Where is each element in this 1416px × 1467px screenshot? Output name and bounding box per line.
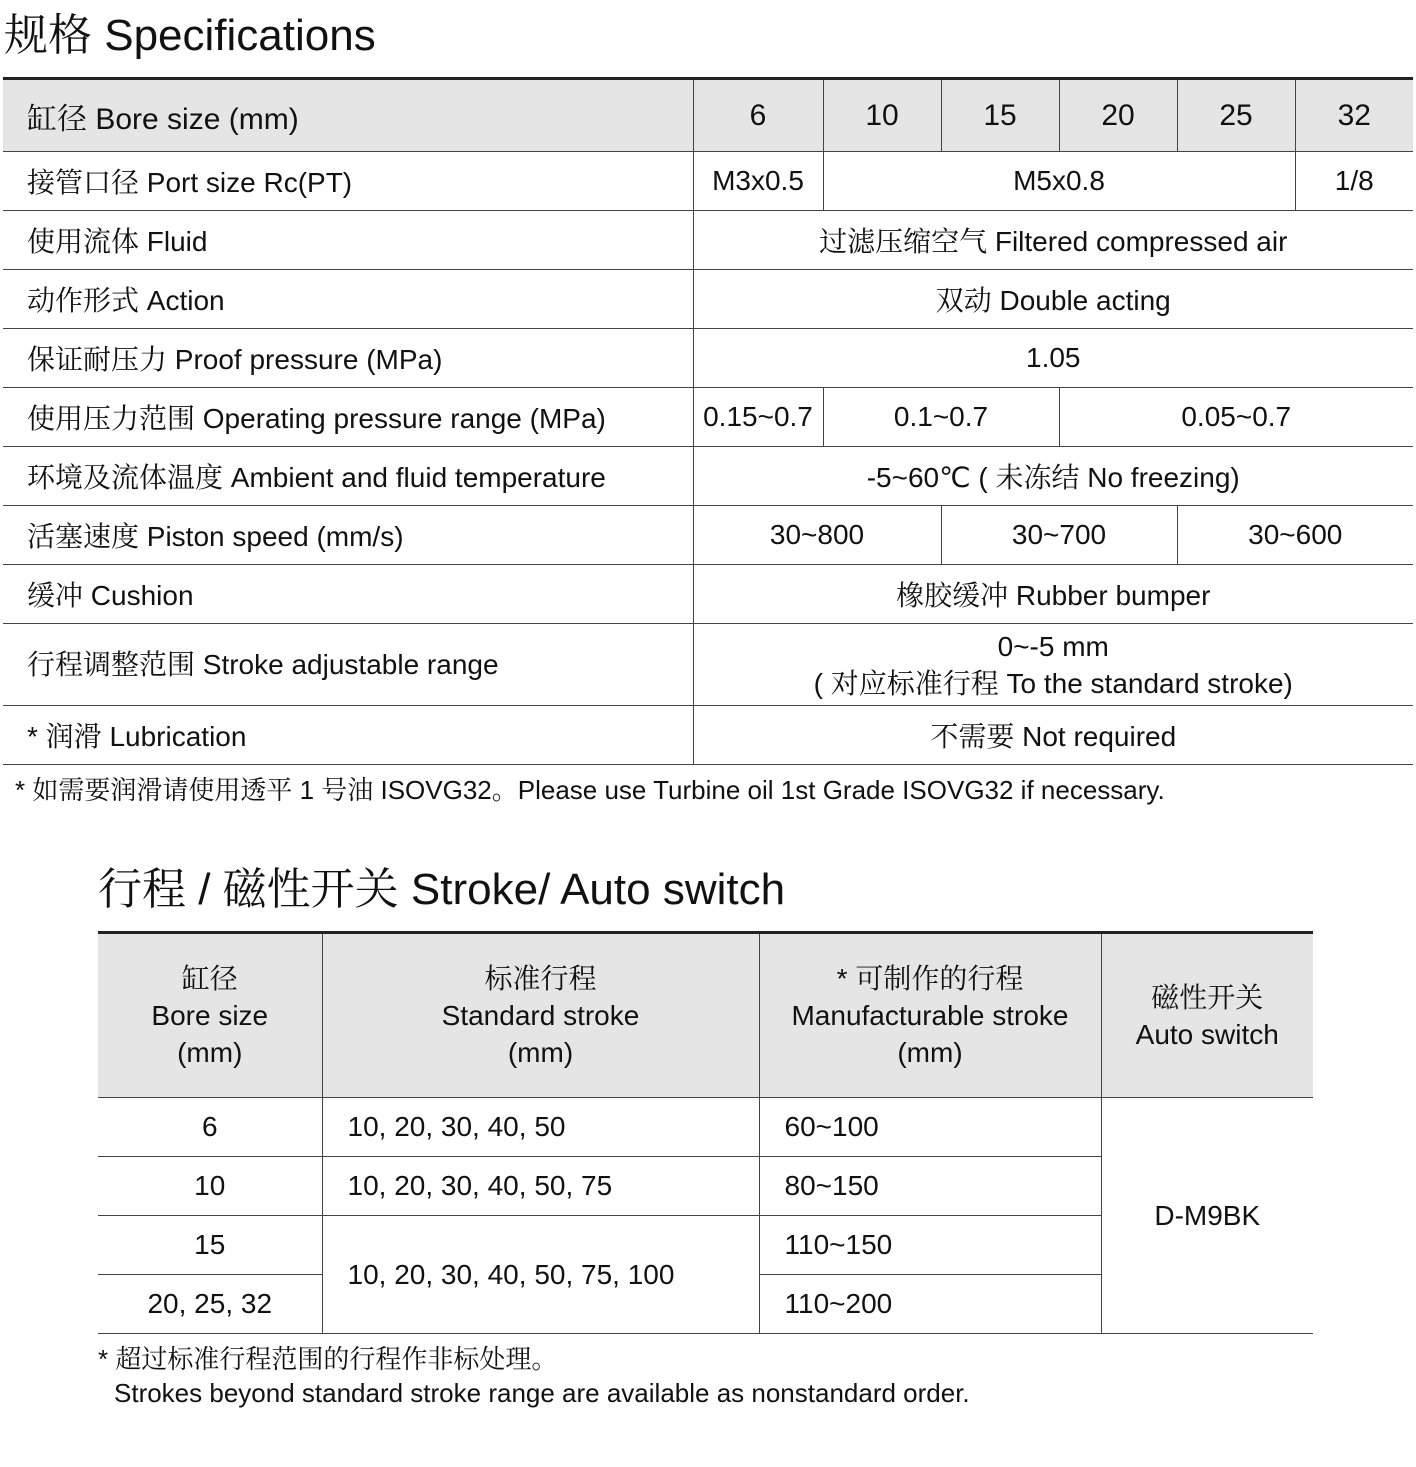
header-standard-stroke	[322, 933, 759, 1098]
manufacturable-cell: 110~200	[759, 1275, 1101, 1334]
header-line: Bore size	[151, 1000, 269, 1031]
row-label: 环境及流体温度 Ambient and fluid temperature	[3, 447, 693, 506]
cell-value: 橡胶缓冲 Rubber bumper	[693, 565, 1413, 624]
row-label: 动作形式 Action	[3, 270, 693, 329]
row-label: 接管口径 Port size Rc(PT)	[3, 152, 693, 211]
row-label: * 润滑 Lubrication	[3, 706, 693, 765]
header-line: 缸径	[181, 963, 238, 994]
action-row	[3, 270, 1413, 329]
operating-pressure-row	[3, 388, 1413, 447]
port-size-row	[3, 152, 1413, 211]
standard-stroke-cell: 10, 20, 30, 40, 50, 75	[322, 1157, 759, 1216]
bore-value: 15	[941, 79, 1059, 152]
row-label: 活塞速度 Piston speed (mm/s)	[3, 506, 693, 565]
cell-value: 0.05~0.7	[1059, 388, 1413, 447]
temperature-row	[3, 447, 1413, 506]
cell-value: 0.1~0.7	[823, 388, 1059, 447]
bore-cell: 6	[98, 1098, 322, 1157]
standard-stroke-cell: 10, 20, 30, 40, 50	[322, 1098, 759, 1157]
bore-value: 6	[693, 79, 823, 152]
header-line: * 可制作的行程	[836, 963, 1024, 994]
row-label: 使用流体 Fluid	[3, 211, 693, 270]
row-label: 行程调整范围 Stroke adjustable range	[3, 624, 693, 706]
stroke-adjustable-row	[3, 624, 1413, 706]
cell-value: 30~700	[941, 506, 1177, 565]
header-auto-switch	[1101, 933, 1313, 1098]
manufacturable-cell: 60~100	[759, 1098, 1101, 1157]
cell-value: 1.05	[693, 329, 1413, 388]
cell-value: 1/8	[1295, 152, 1413, 211]
cell-value: 30~600	[1177, 506, 1413, 565]
header-row	[98, 933, 1313, 1098]
header-line: Standard stroke	[441, 1000, 640, 1031]
bore-size-row	[3, 79, 1413, 152]
lubrication-row	[3, 706, 1413, 765]
header-line: 磁性开关	[1151, 981, 1264, 1013]
stroke-table	[98, 931, 1313, 1334]
header-line: (mm)	[507, 1037, 574, 1068]
header-bore	[98, 933, 322, 1098]
bore-value: 10	[823, 79, 941, 152]
header-line: (mm)	[177, 1037, 243, 1068]
row-label: 缸径 Bore size (mm)	[3, 79, 693, 152]
cell-value: 过滤压缩空气 Filtered compressed air	[693, 211, 1413, 270]
row-label: 缓冲 Cushion	[3, 565, 693, 624]
manufacturable-cell: 110~150	[759, 1216, 1101, 1275]
bore-cell: 20, 25, 32	[98, 1275, 322, 1334]
header-line: Manufacturable stroke	[791, 1000, 1069, 1031]
standard-stroke-cell: 10, 20, 30, 40, 50, 75, 100	[322, 1216, 759, 1334]
cell-value	[693, 624, 1413, 706]
proof-pressure-row	[3, 329, 1413, 388]
stroke-title: 行程 / 磁性开关 Stroke/ Auto switch	[98, 865, 786, 914]
cell-value: M5x0.8	[823, 152, 1295, 211]
stroke-footnote	[98, 1342, 970, 1410]
bore-value: 32	[1295, 79, 1413, 152]
table-row	[98, 1098, 1313, 1157]
cell-value: 不需要 Not required	[693, 706, 1413, 765]
cell-value: 0.15~0.7	[693, 388, 823, 447]
lubrication-footnote: * 如需要润滑请使用透平 1 号油 ISOVG32。Please use Turbine oil 1st Grade ISOVG32 if necessary.	[15, 775, 1165, 805]
cushion-row	[3, 565, 1413, 624]
stroke-adj-range: 0~-5 mm	[997, 630, 1109, 662]
auto-switch-cell: D-M9BK	[1101, 1098, 1313, 1334]
header-line: 标准行程	[484, 963, 597, 994]
bore-cell: 10	[98, 1157, 322, 1216]
footnote-cn: * 超过标准行程范围的行程作非标处理。	[98, 1344, 558, 1374]
piston-speed-row	[3, 506, 1413, 565]
cell-value: M3x0.5	[693, 152, 823, 211]
specifications-table	[3, 77, 1413, 765]
fluid-row	[3, 211, 1413, 270]
specifications-title: 规格 Specifications	[4, 11, 376, 60]
header-line: Auto switch	[1135, 1018, 1279, 1050]
stroke-adj-note: ( 对应标准行程 To the standard stroke)	[813, 667, 1293, 699]
header-line: (mm)	[897, 1037, 963, 1068]
footnote-en: Strokes beyond standard stroke range are available as nonstandard order.	[114, 1378, 970, 1408]
row-label: 保证耐压力 Proof pressure (MPa)	[3, 329, 693, 388]
manufacturable-cell: 80~150	[759, 1157, 1101, 1216]
bore-value: 25	[1177, 79, 1295, 152]
bore-cell: 15	[98, 1216, 322, 1275]
cell-value: -5~60℃ ( 未冻结 No freezing)	[693, 447, 1413, 506]
bore-value: 20	[1059, 79, 1177, 152]
cell-value: 30~800	[693, 506, 941, 565]
header-manufacturable-stroke	[759, 933, 1101, 1098]
row-label: 使用压力范围 Operating pressure range (MPa)	[3, 388, 693, 447]
cell-value: 双动 Double acting	[693, 270, 1413, 329]
